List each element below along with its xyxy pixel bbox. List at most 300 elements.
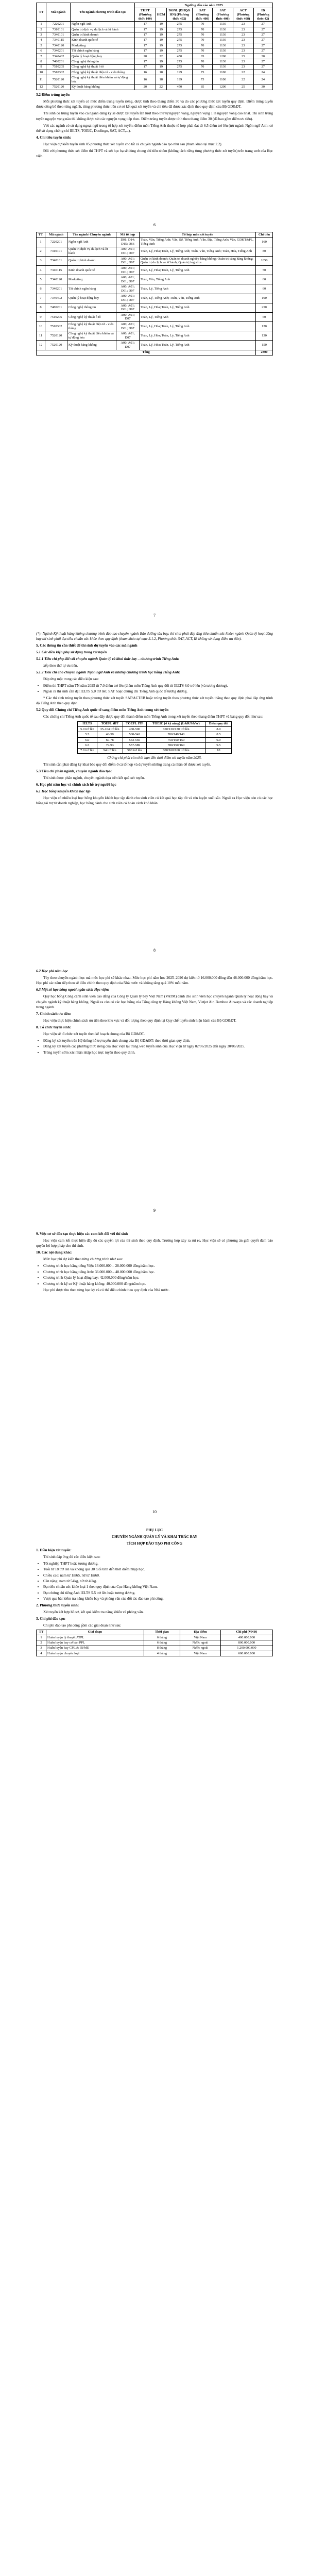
table-cell: 1 [37, 1635, 46, 1640]
table-cell: 70 [192, 64, 212, 70]
table-cell: 60 [256, 275, 273, 284]
page-9 [36, 969, 273, 1056]
table-cell: Công nghệ kỹ thuật điều khiển và tự động hóa [71, 75, 135, 84]
table-cell: 450 [166, 84, 192, 90]
appendix-subtitle: CHUYÊN NGÀNH QUẢN LÝ VÀ KHAI THÁC BAY [111, 1534, 198, 1539]
table-cell: A00; A01; D01; D07 [116, 303, 140, 312]
table-cell: 7 [37, 294, 45, 303]
table-cell: 70 [192, 59, 212, 64]
table-cell: Toán, Lý, Hóa; Toán, Lý, Tiếng Anh [140, 341, 256, 350]
table-cell: 7310101 [46, 27, 71, 32]
table-row [37, 43, 273, 48]
list-item: • Đăng ký xét tuyển các phương thức riêng của Học viện tại trang web tuyển sinh của Học viện từ ngày 02/06/2025 đến ngày 30/06/2025. [43, 1044, 273, 1049]
table-cell: Công nghệ thông tin [67, 303, 116, 312]
table-cell: 85 [192, 84, 212, 90]
table-cell: 27 [253, 43, 272, 48]
table-cell: 10 [37, 322, 45, 331]
table-cell: 1130 [213, 38, 233, 43]
table-row [37, 331, 273, 341]
table-cell: 9.0 [205, 737, 231, 742]
table-cell: 23 [233, 27, 253, 32]
page-number: 9 [153, 1208, 156, 1213]
table-cell: 19 [156, 22, 166, 27]
col-code: Mã ngành [45, 232, 67, 238]
sec10-p2: Học phí được thu theo từng học kỳ và có thể điều chỉnh theo quy định của Nhà nước. [43, 1287, 170, 1292]
table-cell: 6.5 [78, 743, 97, 748]
table-cell: 1200 [213, 84, 233, 90]
table-cell: 5.0 trở lên [78, 727, 97, 732]
table-cell: Toán, Lý, Tiếng Anh; Toán, Văn, Tiếng Anh [140, 294, 256, 303]
sec32-p3: Với các ngành có sử dụng ngoại ngữ trong tổ hợp xét tuyển: điểm môn Tiếng Anh thuộc tổ hợp phải đạt từ 6.5 điểm trở lên (trừ ngành Ngôn ngữ Anh; có thể sử dụng chứng chỉ IELTS, TOEIC, Duolingo, SAT, ACT,...). [36, 123, 273, 133]
table-cell: 400.000.000 [220, 1635, 272, 1640]
table-cell: Quản lý hoạt động bay [67, 294, 116, 303]
table-cell: 79-93 [97, 743, 123, 748]
table-cell: Toán, Lý, Hóa; Toán, Lý, Tiếng Anh; Toán, Văn, Tiếng Anh; Toán, Hóa, Tiếng Anh [140, 247, 256, 256]
table-cell: 6 tháng [144, 1640, 180, 1646]
table-cell: 7340402 [46, 54, 71, 59]
table-row [37, 54, 273, 59]
table-row [37, 38, 273, 43]
list-item: • Vượt qua bài kiểm tra năng khiếu bay và phỏng vấn của đối tác đào tạo phi công. [43, 1596, 273, 1601]
quota-table [36, 232, 273, 355]
table-cell: 1200 [213, 54, 233, 59]
table-cell: 7520120 [45, 331, 67, 341]
table-cell: 27 [253, 38, 272, 43]
table-cell: Quản lý hoạt động bay [71, 54, 135, 59]
threshold-table [36, 3, 273, 90]
list-item: • Cân nặng: nam từ 54kg, nữ từ 46kg. [43, 1579, 273, 1584]
sec511-title: 5.1.1 Tiêu chí phụ đối với chuyên ngành Quản lý và khai thác bay – chương trình Tiếng Anh: [36, 657, 179, 662]
table-cell: 23 [233, 59, 253, 64]
table-cell: 30 [253, 54, 272, 59]
sec32-p2: Thí sinh có trúng tuyển vào cả ngành đăng ký sẽ được xét tuyển lần lượt theo thứ tự nguyện vọng, nguyện vọng 1 là nguyện vọng cao nhất. Thí sinh trúng tuyển nguyện vọng nào thì không được xét các nguyện vọng tiếp theo. Điểm trúng tuyển được tính theo thang điểm 30 (đã bao gồm điểm ưu tiên). [36, 111, 273, 121]
table-cell: 7 [37, 54, 46, 59]
sec4-title: 4. Chỉ tiêu tuyển sinh: [36, 135, 71, 140]
table-cell: Việt Nam [180, 1651, 221, 1656]
sec53-title: 5.3 Tiêu chí phân ngành, chuyên ngành đào tạo: [36, 769, 112, 773]
table-cell: 199 [166, 75, 192, 84]
table-cell: 7480201 [45, 303, 67, 312]
sec32-p1: Mỗi phương thức xét tuyển có mức điểm trúng tuyển riêng, được tính theo thang điểm 30 và do các phương thức xét tuyển quy định. Điểm trúng tuyển được công bố theo từng ngành, từng phương thức trên cơ sở kết quả xét tuyển và chỉ tiêu đã được xác định theo quy định của Bộ GD&ĐT. [36, 99, 273, 109]
table-cell: 19 [156, 43, 166, 48]
table-cell: Công nghệ kỹ thuật điện tử - viễn thông [67, 322, 116, 331]
sec10-list [36, 1263, 273, 1286]
table-cell: 18 [156, 75, 166, 84]
page-6 [36, 3, 273, 160]
app3-title: 3. Chi phí đào tạo: [36, 1616, 65, 1621]
col-duration: Thời gian [144, 1630, 180, 1635]
table-cell: 557-589 [123, 743, 146, 748]
table-cell: 6 [37, 48, 46, 54]
list-item: • Chương trình Quản lý hoạt động bay: 42.000.000 đồng/năm học. [43, 1275, 273, 1280]
table-row [78, 732, 232, 737]
table-cell: 75 [192, 70, 212, 75]
col-code: Mã ngành [46, 3, 71, 22]
sec61-p: Học viện có nhiều loại học bổng khuyến khích học tập dành cho sinh viên có kết quả học tập tốt và rèn luyện xuất sắc. Ngoài ra Học viện còn có các học bổng tài trợ từ doanh nghiệp, học bổng dành cho sinh viên có hoàn cảnh khó khăn. [36, 795, 273, 806]
table-cell: 6 tháng [144, 1635, 180, 1640]
table-cell: 5 [37, 43, 46, 48]
table-cell: 27 [253, 22, 272, 27]
table-cell: 800/160/160 trở lên [147, 748, 206, 753]
table-cell: 46-59 [97, 732, 123, 737]
table-cell: 22 [156, 84, 166, 90]
sec8-title: 8. Tổ chức tuyển sinh: [36, 1025, 71, 1029]
sec8-p: Học viện sẽ tổ chức xét tuyển theo kế hoạch chung của Bộ GD&ĐT. [43, 1031, 145, 1036]
table-row [37, 265, 273, 275]
col-quota: Chỉ tiêu [256, 232, 273, 238]
sec512-p2: * Các thí sinh trúng tuyển theo phương thức xét tuyển SAT/ACT/IB hoặc trúng tuyển theo phương thức xét tuyển thẳng theo quy định phải đáp ứng trình độ Tiếng Anh theo quy định. [36, 696, 273, 706]
table-cell: Nước ngoài [180, 1646, 221, 1651]
table-cell: 600.000.000 [220, 1651, 272, 1656]
table-cell: 7340115 [45, 265, 67, 275]
table-cell: 750/150/150 [147, 737, 206, 742]
table-cell: A00; A01; D01; D07 [116, 275, 140, 284]
table-cell: A00; A01; D01; D07 [116, 284, 140, 294]
table-cell: 1.200.000.000 [220, 1646, 272, 1651]
table-cell: 7340120 [45, 275, 67, 284]
appendix-subtitle-2: TÍCH HỢP ĐÀO TẠO PHI CÔNG [126, 1541, 183, 1546]
table-cell: Tài chính ngân hàng [67, 284, 116, 294]
table-cell: 8 [37, 303, 45, 312]
note: (*): Ngành Kỹ thuật hàng không chương trình đào tạo chuyên ngành Bảo dưỡng tàu bay, thí sinh phải đáp ứng tiêu chuẩn sức khỏe; ngành Quản lý hoạt động bay thí sinh phải đạt tiêu chuẩn sức khỏe theo quy định (tham khảo tại mục 3.1.2, Phương thức SAT, ACT, IB không sử dụng điểm ưu tiên). [36, 632, 273, 641]
table-cell: 100 [256, 294, 273, 303]
table-cell: 70 [192, 43, 212, 48]
table-cell: 27 [253, 27, 272, 32]
list-item: • Đạt chứng chỉ tiếng Anh IELTS 5.5 trở lên hoặc tương đương. [43, 1590, 273, 1596]
table-cell: 12 [37, 84, 46, 90]
table-cell: 8 [37, 59, 46, 64]
list-item: • Tốt nghiệp THPT hoặc tương đương. [43, 1561, 273, 1566]
sec512-title: 5.1.2 Tiêu chí cho chuyên ngành Ngôn ngữ Anh và những chương trình học bằng Tiếng Anh: [36, 670, 180, 675]
table-cell: 7340402 [45, 294, 67, 303]
table-cell: Công nghệ kỹ thuật điều khiển và tự động hóa [67, 331, 116, 341]
app1-title: 1. Điều kiện xét tuyển: [36, 1548, 72, 1552]
table-cell: 800.000.000 [220, 1640, 272, 1646]
table-cell: 7340201 [45, 284, 67, 294]
table-cell: 7510205 [45, 312, 67, 321]
table-cell: 700/140/140 [147, 732, 206, 737]
table-cell: 17 [135, 59, 156, 64]
table-cell: 7.0 trở lên [78, 748, 97, 753]
sec62-title: 6.2 Học phí năm học [36, 969, 68, 973]
table-cell: Công nghệ kỹ thuật điện tử - viễn thông [71, 70, 135, 75]
table-cell: 450 [166, 54, 192, 59]
table-cell: A00; A01; D07 [116, 312, 140, 321]
table-cell: 27 [253, 32, 272, 38]
app1-list [36, 1561, 273, 1602]
sec5-title: 5. Các thông tin cần thiết để thí sinh dự tuyển vào các mã ngành [36, 643, 138, 648]
table-cell: 17 [135, 48, 156, 54]
col-ib: IB (Phương thức 42) [253, 8, 272, 22]
table-cell: 6.0 [78, 737, 97, 742]
table-cell: Huấn luyện bay cơ bản PPL [46, 1640, 144, 1646]
sec61-title: 6.1 Học bổng khuyến khích học tập [36, 789, 91, 793]
table-cell: 275 [166, 43, 192, 48]
table-cell: 7340201 [46, 48, 71, 54]
table-cell: Kinh doanh quốc tế [71, 38, 135, 43]
table-cell: 780/150/160 [147, 743, 206, 748]
table-cell: Công nghệ thông tin [71, 59, 135, 64]
table-row [37, 1640, 273, 1646]
table-row [78, 743, 232, 748]
table-cell: 7340115 [46, 38, 71, 43]
table-cell: 19 [156, 59, 166, 64]
col-dgnl: ĐGNL (ĐHQG HN) (Phương thức 402) [166, 8, 192, 22]
table-cell: 19 [156, 48, 166, 54]
table-row [37, 322, 273, 331]
sec63-title: 6.3 Một số học bổng ngoài ngân sách Học viện: [36, 988, 109, 992]
table-cell: 9 [37, 64, 46, 70]
table-cell: 24 [253, 75, 272, 84]
table-cell: 12 [37, 341, 45, 350]
page-number: 6 [153, 223, 156, 227]
table-cell: 6 [37, 284, 45, 294]
page-8 [36, 631, 273, 807]
table-cell: 17 [135, 64, 156, 70]
table-cell: A00; A01; D01; D07 [116, 247, 140, 256]
table-cell: Công nghệ kỹ thuật ô tô [67, 312, 116, 321]
table-cell: 2 [37, 1640, 46, 1646]
table-cell: Toán, Lý, Tiếng Anh [140, 312, 256, 321]
page-7 [36, 232, 273, 355]
sec10-title: 10. Các nội dung khác: [36, 1250, 73, 1255]
table-cell: 150 [256, 341, 273, 350]
table-cell: 130 [256, 331, 273, 341]
table-cell: 19 [156, 27, 166, 32]
table-cell: 1100 [213, 70, 233, 75]
sec8-list [36, 1038, 273, 1055]
col-stage: Giai đoạn [46, 1630, 144, 1635]
table-row [37, 64, 273, 70]
list-item: • Tuổi từ 18 trở lên và không quá 30 tuổi tính đến thời điểm nhập học. [43, 1567, 273, 1572]
table-cell: A00; A01; D07 [116, 331, 140, 341]
table-cell: 650/130/130 trở lên [147, 727, 206, 732]
col-tt: TT [37, 3, 46, 22]
sec52-title: 5.2 Quy đổi Chứng chỉ Tiếng Anh quốc tế sang điểm môn Tiếng Anh trong xét tuyển [36, 708, 169, 713]
table-cell: Quản trị kinh doanh [71, 32, 135, 38]
table-cell: Marketing [67, 275, 116, 284]
list-item: • Chương trình học bằng tiếng Anh: 36.000.000 – 48.000.000 đồng/năm học. [43, 1269, 273, 1275]
table-cell: 19 [156, 64, 166, 70]
table-cell: 18 [156, 70, 166, 75]
table-row [37, 275, 273, 284]
table-cell: Quản trị dịch vụ du lịch và lữ hành [67, 247, 116, 256]
sec4-p1: Học viện dự kiến tuyển sinh 05 phương thức xét tuyển cho tất cả chuyên ngành đào tạo như sau (tham khảo tại mục 2.2). [43, 142, 222, 146]
table-cell: 7480201 [46, 59, 71, 64]
list-item: • Chương trình học bằng tiếng Việt: 16.000.000 – 28.000.000 đồng/năm học. [43, 1263, 273, 1268]
sec9-p: Học viện cam kết thực hiện đầy đủ các quyền lợi của thí sinh theo quy định. Trường hợp xảy ra rủi ro, Học viện sẽ có phương án giải quyết đảm bảo quyền lợi hợp pháp cho thí sinh. [36, 1238, 273, 1248]
table-cell: A00; A01; D07 [116, 341, 140, 350]
table-cell: A00; A01; D01; D07 [116, 265, 140, 275]
table-cell: 22 [233, 75, 253, 84]
table-cell: 70 [192, 32, 212, 38]
table-cell: 1130 [213, 32, 233, 38]
col-combo: Tổ hợp môn xét tuyển [140, 232, 256, 238]
table-cell: Toán, Văn, Tiếng Anh; Văn, Sử, Tiếng Anh; Văn, Địa, Tiếng Anh; Văn, GDKT&PL, Tiếng Anh [140, 238, 256, 247]
col-toefl-itp: TOEFL ITP [123, 721, 146, 726]
col-name: Tên ngành chương trình đào tạo [71, 3, 135, 22]
table-cell: Toán, Lý, Hóa; Toán, Lý, Tiếng Anh [140, 265, 256, 275]
table-cell: Toán, Lý, Tiếng Anh [140, 284, 256, 294]
total-label: Tổng [37, 350, 256, 355]
table-cell: 250 [256, 303, 273, 312]
table-cell: Toán, Lý, Hóa; Toán, Lý, Tiếng Anh [140, 322, 256, 331]
table-cell: 25 [233, 84, 253, 90]
table-cell: 9 [37, 312, 45, 321]
sec62-p: Tùy theo chuyên ngành học mà mức học phí sẽ khác nhau. Mức học phí năm học 2025–2026 dự kiến từ 16.000.000 đồng đến 48.000.000 đồng/năm học. Học phí các năm tiếp theo sẽ điều chỉnh theo quy định của Nhà nước và không tăng quá 10% mỗi năm. [36, 975, 273, 986]
table-cell: 7520120 [46, 75, 71, 84]
table-cell: 4 tháng [144, 1651, 180, 1656]
col-thpt: THPT (Phương thức 100) [135, 8, 156, 22]
col-group: Ngưỡng đầu vào năm 2025 [135, 3, 273, 8]
table-cell: 275 [166, 27, 192, 32]
table-cell: 25 [233, 54, 253, 59]
table-cell: Ngôn ngữ Anh [71, 22, 135, 27]
table-row [37, 294, 273, 303]
table-cell: 23 [233, 64, 253, 70]
table-row [37, 75, 273, 84]
sec52-note: Chứng chỉ phải còn thời hạn đến thời điểm xét tuyển năm 2025. [107, 755, 202, 760]
sec52-p: Các chứng chỉ Tiếng Anh quốc tế sau đây được quy đổi thành điểm môn Tiếng Anh trong xét tuyển theo thang điểm THPT và bảng quy đổi như sau: [43, 715, 264, 719]
table-row [37, 303, 273, 312]
table-row [37, 32, 273, 38]
table-cell: 275 [166, 22, 192, 27]
table-cell: Kinh doanh quốc tế [67, 265, 116, 275]
table-cell: 1130 [213, 48, 233, 54]
table-cell: 275 [166, 38, 192, 43]
table-cell: 4 [37, 1651, 46, 1656]
table-cell: 590 trở lên [123, 748, 146, 753]
table-cell: A00; A01; D01; D07 [116, 322, 140, 331]
sec512-p: Đáp ứng một trong các điều kiện sau: [43, 677, 99, 682]
table-cell: 30 [253, 84, 272, 90]
table-cell: 20 [135, 84, 156, 90]
table-cell: 460-500 [123, 727, 146, 732]
col-tt: TT [37, 232, 45, 238]
table-row [37, 48, 273, 54]
table-cell: D01; D14; D15; D66 [116, 238, 140, 247]
table-row [37, 238, 273, 247]
list-item: • Ngoài ra thí sinh cần đạt IELTS 5.0 trở lên; SAT hoặc chứng chỉ Tiếng Anh quốc tế tương đương. [43, 689, 273, 694]
table-cell: Công nghệ kỹ thuật ô tô [71, 64, 135, 70]
sec51-title: 5.1 Các điều kiện phụ sử dụng trong xét tuyển [36, 650, 107, 655]
app2-p: Xét tuyển kết hợp hồ sơ, kết quả kiểm tra năng khiếu và phỏng vấn. [43, 1609, 144, 1614]
table-cell: 2 [37, 27, 46, 32]
sec4-p2: Đối với phương thức xét điểm thi THPT và xét học bạ sẽ dùng chung chỉ tiêu nhóm (không tách riêng từng phương thức xét tuyển) trên trang web của Học viện. [36, 148, 273, 159]
col-tt: TT [37, 1630, 46, 1635]
table-cell: 35-104 trở lên [97, 727, 123, 732]
table-cell: A00; A01; D01; D07 [116, 294, 140, 303]
table-cell: Kỹ thuật hàng không [71, 84, 135, 90]
total-row [37, 350, 273, 355]
table-cell: 275 [166, 32, 192, 38]
table-cell: 1130 [213, 59, 233, 64]
table-row [37, 256, 273, 265]
app2-title: 2. Phương thức tuyển sinh: [36, 1603, 79, 1607]
table-cell: 1130 [213, 22, 233, 27]
list-item: • Trúng tuyển sớm xác nhận nhập học trực tuyến theo quy định. [43, 1050, 273, 1055]
table-cell: 75 [192, 75, 212, 84]
table-cell: 70 [192, 27, 212, 32]
col-ielts: IELTS [78, 721, 97, 726]
table-cell: 11 [37, 331, 45, 341]
sec511-p: xếp theo thứ tự ưu tiên. [43, 664, 78, 668]
table-row [37, 312, 273, 321]
table-row [37, 59, 273, 64]
table-row [37, 84, 273, 90]
col-sat2: SAT (Phương thức 408) [213, 8, 233, 22]
table-cell: 60-78 [97, 737, 123, 742]
table-cell: 85 [192, 54, 212, 59]
sec7-p: Học viện thực hiện chính sách ưu tiên theo khu vực và đối tượng theo quy định tại Quy chế tuyển sinh hiện hành của Bộ GD&ĐT. [43, 1019, 236, 1023]
table-cell: 1 [37, 238, 45, 247]
list-item: • Chương trình kỹ sư Kỹ thuật hàng không: 40.000.000 đồng/năm học. [43, 1281, 273, 1286]
sec63-p: Quỹ học bổng Công cảnh sinh viên cao đẳng của Công ty Quản lý bay Việt Nam (VATM) dành cho sinh viên học chuyên ngành Quản lý hoạt động bay và chuyên ngành kỹ thuật hàng không. Ngoài ra còn có các học bổng của Tổng công ty Hàng không Việt Nam, Vietjet Air, Bamboo Airways và các doanh nghiệp trong ngành. [36, 994, 273, 1010]
table-cell: 7510302 [46, 70, 71, 75]
table-cell: 120 [256, 322, 273, 331]
table-cell: 8.0 [205, 727, 231, 732]
cost-table [36, 1630, 273, 1657]
col-name: Tên ngành/ Chuyên ngành [67, 232, 116, 238]
table-cell: 7520120 [45, 341, 67, 350]
col-location: Địa điểm [180, 1630, 221, 1635]
table-cell: 1130 [213, 43, 233, 48]
table-cell: Ngôn ngữ Anh [67, 238, 116, 247]
table-cell: Toán, Lý, Hóa; Toán, Lý, Tiếng Anh [140, 331, 256, 341]
table-row [37, 22, 273, 27]
appendix-title: PHỤ LỤC [146, 1528, 163, 1532]
table-cell: 22 [156, 54, 166, 59]
sec10-p: Mức học phí dự kiến theo từng chương trình như sau: [43, 1257, 123, 1262]
app3-p: Chi phí đào tạo phi công gồm các giai đoạn như sau: [43, 1623, 122, 1628]
table-cell: 23 [233, 48, 253, 54]
table-cell: 70 [192, 22, 212, 27]
table-cell: 1100 [213, 75, 233, 84]
table-row [78, 727, 232, 732]
table-cell: 7510205 [46, 64, 71, 70]
page-number: 7 [153, 613, 156, 618]
table-cell: 275 [166, 59, 192, 64]
table-cell: 70 [192, 48, 212, 54]
table-cell: 17 [135, 38, 156, 43]
table-cell: 3 [37, 1646, 46, 1651]
table-cell: 16 [135, 75, 156, 84]
table-cell: Quản trị dịch vụ du lịch và lữ hành [71, 27, 135, 32]
page-11 [36, 1528, 273, 1656]
list-item: • Điểm thi THPT năm TN năm 2025 từ 7.0 điểm trở lên (điểm môn Tiếng Anh quy đổi từ IELTS 6.0 trở lên (và tương đương). [43, 683, 273, 688]
table-cell: Huấn luyện chuyển loại [46, 1651, 144, 1656]
col-cost: Chi phí (VNĐ) [220, 1630, 272, 1635]
table-cell: Quản trị kinh doanh [67, 256, 116, 265]
table-cell: 22 [233, 70, 253, 75]
table-cell: 24 [253, 70, 272, 75]
table-cell: 23 [233, 22, 253, 27]
table-cell: 5.5 [78, 732, 97, 737]
sec32-title: 3.2 Điểm trúng tuyển [36, 92, 70, 97]
table-cell: 7340120 [46, 43, 71, 48]
page-10 [36, 1231, 273, 1294]
table-cell: 1 [37, 22, 46, 27]
table-cell: 2 [37, 247, 45, 256]
table-row [78, 737, 232, 742]
table-cell: Quản trị kinh doanh; Quản trị doanh nghiệp hàng không; Quản trị cảng hàng không; Quản trị du lịch và lữ hành; Quản trị logistics [140, 256, 256, 265]
table-cell: 3 [37, 32, 46, 38]
table-cell: 27 [253, 48, 272, 54]
list-item: • Đạt tiêu chuẩn sức khỏe loại 1 theo quy định của Cục Hàng không Việt Nam. [43, 1584, 273, 1589]
table-cell: 17 [135, 27, 156, 32]
table-cell: 1130 [213, 64, 233, 70]
table-cell: 160 [256, 238, 273, 247]
